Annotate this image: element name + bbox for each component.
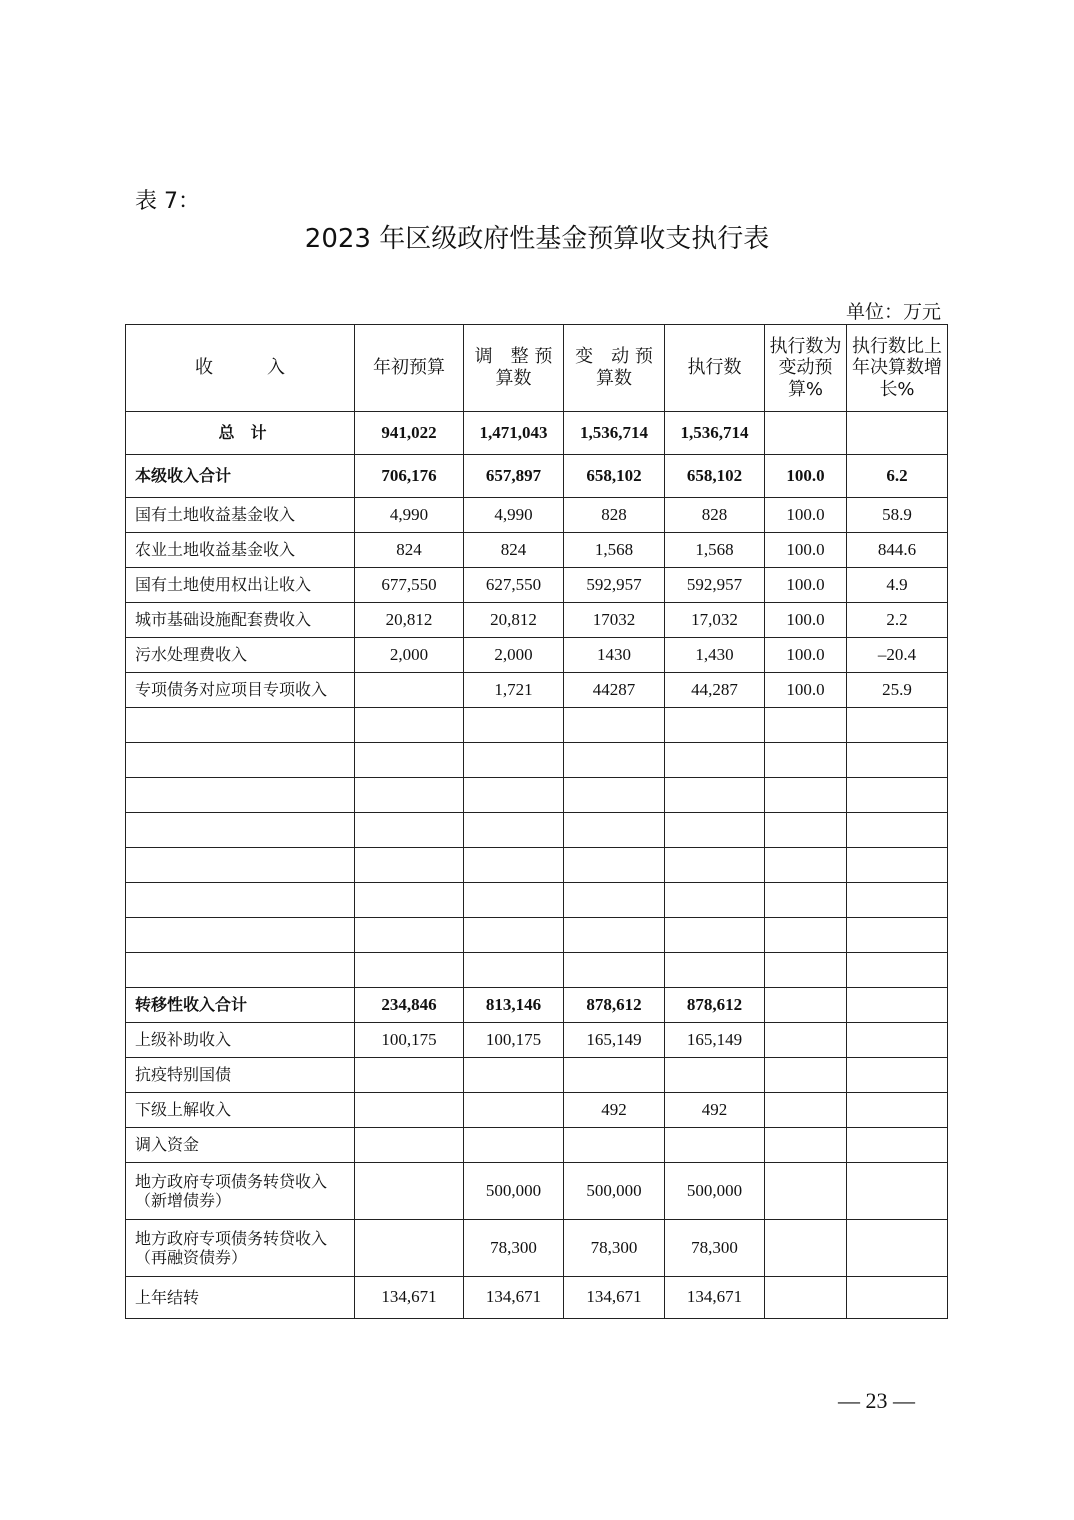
row-value: 2,000 [464, 638, 564, 673]
row-value [665, 743, 765, 778]
row-value: 20,812 [464, 603, 564, 638]
table-row [126, 638, 948, 673]
row-label: 转移性收入合计 [126, 988, 355, 1023]
row-value [847, 813, 948, 848]
table-row [126, 1220, 948, 1277]
row-value: 44287 [564, 673, 665, 708]
col-header-adjusted-budget: 调 整 预算数 [464, 325, 564, 412]
row-label [126, 778, 355, 813]
row-label: 污水处理费收入 [126, 638, 355, 673]
row-value: 134,671 [464, 1277, 564, 1319]
row-value [564, 953, 665, 988]
row-value: 134,671 [564, 1277, 665, 1319]
row-value [847, 412, 948, 455]
row-value: 100.0 [765, 673, 847, 708]
row-value [464, 883, 564, 918]
row-label: 调入资金 [126, 1128, 355, 1163]
table-row [126, 455, 948, 498]
row-value: 100.0 [765, 455, 847, 498]
row-value: 492 [665, 1093, 765, 1128]
table-row [126, 778, 948, 813]
row-value: 2.2 [847, 603, 948, 638]
row-value: 20,812 [355, 603, 464, 638]
row-value [765, 743, 847, 778]
row-value: 78,300 [665, 1220, 765, 1277]
table-row [126, 498, 948, 533]
table-row [126, 953, 948, 988]
col-header-changed-budget: 变 动 预算数 [564, 325, 665, 412]
row-value: 824 [355, 533, 464, 568]
row-value: 878,612 [665, 988, 765, 1023]
row-label: 国有土地使用权出让收入 [126, 568, 355, 603]
row-value [665, 1058, 765, 1093]
row-value: 941,022 [355, 412, 464, 455]
row-label [126, 883, 355, 918]
row-value [665, 813, 765, 848]
row-value [564, 1128, 665, 1163]
row-value [847, 1093, 948, 1128]
row-value: 17032 [564, 603, 665, 638]
row-value: 134,671 [355, 1277, 464, 1319]
row-value [847, 1220, 948, 1277]
row-value [464, 1058, 564, 1093]
row-value: 100.0 [765, 603, 847, 638]
row-value [847, 918, 948, 953]
row-label: 地方政府专项债务转贷收入（再融资债券） [126, 1220, 355, 1277]
table-row [126, 412, 948, 455]
row-value: 1,471,043 [464, 412, 564, 455]
row-value [564, 743, 665, 778]
row-value: 4.9 [847, 568, 948, 603]
row-value [355, 1163, 464, 1220]
row-value: 828 [665, 498, 765, 533]
row-label [126, 848, 355, 883]
row-value [564, 883, 665, 918]
row-label: 总 计 [126, 412, 355, 455]
row-value [355, 918, 464, 953]
row-value [765, 1023, 847, 1058]
table-row [126, 743, 948, 778]
row-value [765, 1093, 847, 1128]
row-value: 828 [564, 498, 665, 533]
row-value: 100.0 [765, 638, 847, 673]
row-value [765, 1058, 847, 1093]
row-value: 500,000 [464, 1163, 564, 1220]
table-row [126, 673, 948, 708]
row-value [355, 743, 464, 778]
row-value [464, 743, 564, 778]
row-value [765, 1277, 847, 1319]
row-value [765, 778, 847, 813]
row-value [847, 988, 948, 1023]
row-value: 58.9 [847, 498, 948, 533]
row-value [847, 848, 948, 883]
table-row [126, 568, 948, 603]
table-row [126, 1277, 948, 1319]
table-row [126, 848, 948, 883]
row-value [564, 918, 665, 953]
table-label: 表 7： [135, 189, 200, 214]
row-value [464, 708, 564, 743]
table-row [126, 1163, 948, 1220]
row-value [355, 1058, 464, 1093]
table-row [126, 1128, 948, 1163]
row-value [847, 708, 948, 743]
table-row [126, 988, 948, 1023]
row-value: 2,000 [355, 638, 464, 673]
page-number: — 23 — [838, 1388, 915, 1413]
table-row [126, 918, 948, 953]
row-value: 1,536,714 [564, 412, 665, 455]
row-value: 592,957 [564, 568, 665, 603]
row-value [355, 813, 464, 848]
row-value [464, 813, 564, 848]
table-header-row [126, 325, 948, 412]
table-row [126, 1058, 948, 1093]
row-value [355, 708, 464, 743]
row-value: 1430 [564, 638, 665, 673]
row-value [765, 708, 847, 743]
row-value: 4,990 [355, 498, 464, 533]
row-value: 78,300 [564, 1220, 665, 1277]
row-value: 592,957 [665, 568, 765, 603]
row-value [847, 1058, 948, 1093]
row-label: 上级补助收入 [126, 1023, 355, 1058]
row-value: 1,430 [665, 638, 765, 673]
row-label [126, 918, 355, 953]
col-header-executed: 执行数 [665, 325, 765, 412]
row-value: 1,536,714 [665, 412, 765, 455]
row-value [665, 778, 765, 813]
table-row [126, 1023, 948, 1058]
row-value [564, 813, 665, 848]
row-value: 100.0 [765, 498, 847, 533]
row-label [126, 953, 355, 988]
row-value [665, 953, 765, 988]
row-value: 658,102 [665, 455, 765, 498]
row-value [847, 1277, 948, 1319]
row-value: 1,568 [665, 533, 765, 568]
row-value: 627,550 [464, 568, 564, 603]
row-label [126, 743, 355, 778]
col-header-income: 收 入 [126, 325, 355, 412]
row-value [355, 1220, 464, 1277]
row-label: 本级收入合计 [126, 455, 355, 498]
row-value [355, 883, 464, 918]
row-value [564, 1058, 665, 1093]
row-value: 165,149 [665, 1023, 765, 1058]
row-label: 地方政府专项债务转贷收入（新增债券） [126, 1163, 355, 1220]
row-value [355, 673, 464, 708]
row-value: 844.6 [847, 533, 948, 568]
col-header-initial-budget: 年初预算 [355, 325, 464, 412]
row-value [355, 953, 464, 988]
table-row [126, 603, 948, 638]
row-value: 6.2 [847, 455, 948, 498]
row-value: 78,300 [464, 1220, 564, 1277]
row-value [355, 1128, 464, 1163]
row-value: 813,146 [464, 988, 564, 1023]
row-value: 878,612 [564, 988, 665, 1023]
row-value [765, 988, 847, 1023]
row-value: 44,287 [665, 673, 765, 708]
row-value [464, 1128, 564, 1163]
page-title: 2023 年区级政府性基金预算收支执行表 [304, 224, 770, 254]
table-row [126, 813, 948, 848]
row-label [126, 708, 355, 743]
row-value: 677,550 [355, 568, 464, 603]
row-value: 500,000 [665, 1163, 765, 1220]
row-label: 上年结转 [126, 1277, 355, 1319]
row-value: 100,175 [355, 1023, 464, 1058]
row-value: 706,176 [355, 455, 464, 498]
row-value [765, 813, 847, 848]
row-value [464, 1093, 564, 1128]
row-value [564, 848, 665, 883]
row-value [847, 1023, 948, 1058]
row-value [355, 848, 464, 883]
table-row [126, 708, 948, 743]
row-value [665, 883, 765, 918]
table-row [126, 883, 948, 918]
row-value: 100,175 [464, 1023, 564, 1058]
row-value [765, 412, 847, 455]
col-header-exec-pct: 执行数为变动预算% [765, 325, 847, 412]
row-value [765, 883, 847, 918]
table-row [126, 533, 948, 568]
row-label: 专项债务对应项目专项收入 [126, 673, 355, 708]
row-value: 100.0 [765, 568, 847, 603]
row-label: 下级上解收入 [126, 1093, 355, 1128]
row-value: 4,990 [464, 498, 564, 533]
row-value: 500,000 [564, 1163, 665, 1220]
row-value: 657,897 [464, 455, 564, 498]
row-value [355, 1093, 464, 1128]
row-value [847, 1163, 948, 1220]
row-value [765, 848, 847, 883]
row-value: 824 [464, 533, 564, 568]
row-value [665, 708, 765, 743]
row-value [847, 743, 948, 778]
row-value: 658,102 [564, 455, 665, 498]
col-header-growth-pct: 执行数比上年决算数增长% [847, 325, 948, 412]
row-value [464, 848, 564, 883]
row-value [847, 1128, 948, 1163]
row-value [765, 953, 847, 988]
row-value: 1,568 [564, 533, 665, 568]
row-value: 492 [564, 1093, 665, 1128]
table-row [126, 1093, 948, 1128]
row-value [464, 953, 564, 988]
row-value [765, 1128, 847, 1163]
row-value [765, 918, 847, 953]
budget-table [125, 324, 948, 1319]
unit-label: 单位：万元 [845, 301, 941, 323]
row-value [564, 778, 665, 813]
row-value [464, 778, 564, 813]
row-label: 抗疫特别国债 [126, 1058, 355, 1093]
row-label: 城市基础设施配套费收入 [126, 603, 355, 638]
row-value [765, 1163, 847, 1220]
row-value [464, 918, 564, 953]
row-value [847, 953, 948, 988]
row-value [847, 883, 948, 918]
row-value [355, 778, 464, 813]
row-value: 165,149 [564, 1023, 665, 1058]
row-value [564, 708, 665, 743]
row-value [765, 1220, 847, 1277]
row-value: 134,671 [665, 1277, 765, 1319]
row-value: 100.0 [765, 533, 847, 568]
row-value: 234,846 [355, 988, 464, 1023]
row-value [847, 778, 948, 813]
row-value [665, 848, 765, 883]
row-value: 1,721 [464, 673, 564, 708]
row-value [665, 918, 765, 953]
row-value: 25.9 [847, 673, 948, 708]
row-value [665, 1128, 765, 1163]
row-label: 农业土地收益基金收入 [126, 533, 355, 568]
row-label [126, 813, 355, 848]
row-label: 国有土地收益基金收入 [126, 498, 355, 533]
row-value: 17,032 [665, 603, 765, 638]
row-value: –20.4 [847, 638, 948, 673]
